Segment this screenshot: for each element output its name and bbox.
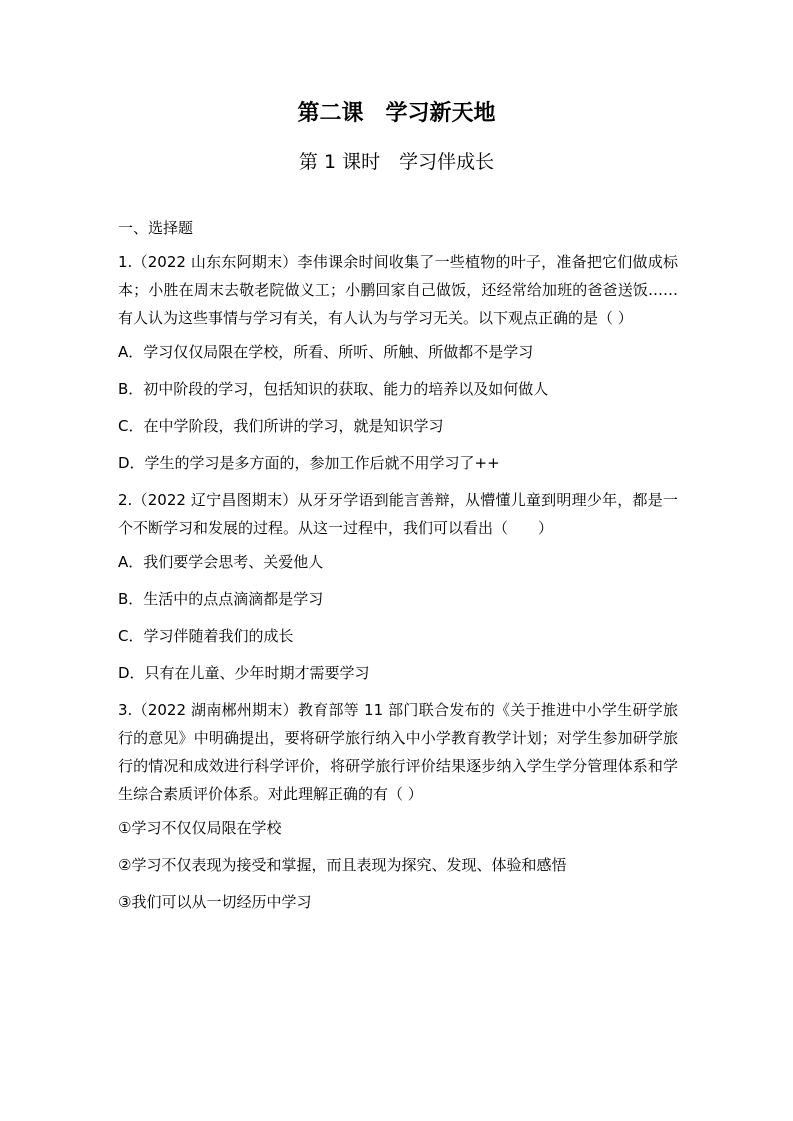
option-d: D．学生的学习是多方面的，参加工作后就不用学习了++ bbox=[118, 454, 500, 472]
question-3 bbox=[118, 696, 678, 916]
question-1 bbox=[118, 248, 678, 477]
section-heading: 一、选择题 bbox=[118, 219, 194, 237]
option-a: A．学习仅仅局限在学校，所看、所听、所触、所做都不是学习 bbox=[118, 343, 534, 361]
option-a: A．我们要学会思考、关爱他人 bbox=[118, 553, 324, 571]
question-stem: 3.（2022 湖南郴州期末）教育部等 11 部门联合发布的《关于推进中小学生研学旅行的意见》中明确提出，要将研学旅行纳入中小学教育教学计划；对学生参加研学旅行的情况和成效进行科学评价，将研学旅行评价结果逐步纳入学生学分管理体系和学生综合素质评价体系。对此理解正确的有（ ） bbox=[118, 701, 678, 803]
option-b: B．生活中的点点滴滴都是学习 bbox=[118, 590, 324, 608]
option-c: C．在中学阶段，我们所讲的学习，就是知识学习 bbox=[118, 417, 444, 435]
statement-3: ③我们可以从一切经历中学习 bbox=[118, 893, 312, 911]
question-stem: 2.（2022 辽宁昌图期末）从牙牙学语到能言善辩，从懵懂儿童到明理少年，都是一个不断学习和发展的过程。从这一过程中，我们可以看出（ ） bbox=[118, 491, 678, 537]
option-d: D．只有在儿童、少年时期才需要学习 bbox=[118, 664, 370, 682]
option-c: C．学习伴随着我们的成长 bbox=[118, 627, 294, 645]
statement-1: ①学习不仅仅局限在学校 bbox=[118, 819, 282, 837]
option-b: B．初中阶段的学习，包括知识的获取、能力的培养以及如何做人 bbox=[118, 380, 549, 398]
question-2 bbox=[118, 486, 678, 687]
lesson-title: 第二课 学习新天地 bbox=[297, 101, 496, 126]
question-content bbox=[118, 214, 678, 925]
question-stem: 1.（2022 山东东阿期末）李伟课余时间收集了一些植物的叶子，准备把它们做成标本；小胜在周末去敬老院做义工；小鹏回家自己做饭，还经常给加班的爸爸送饭……有人认为这些事情与学习有关，有人认为与学习无关。以下观点正确的是（ ） bbox=[118, 253, 678, 327]
statement-2: ②学习不仅表现为接受和掌握，而且表现为探究、发现、体验和感悟 bbox=[118, 856, 567, 874]
lesson-subtitle: 第 1 课时 学习伴成长 bbox=[298, 151, 495, 173]
